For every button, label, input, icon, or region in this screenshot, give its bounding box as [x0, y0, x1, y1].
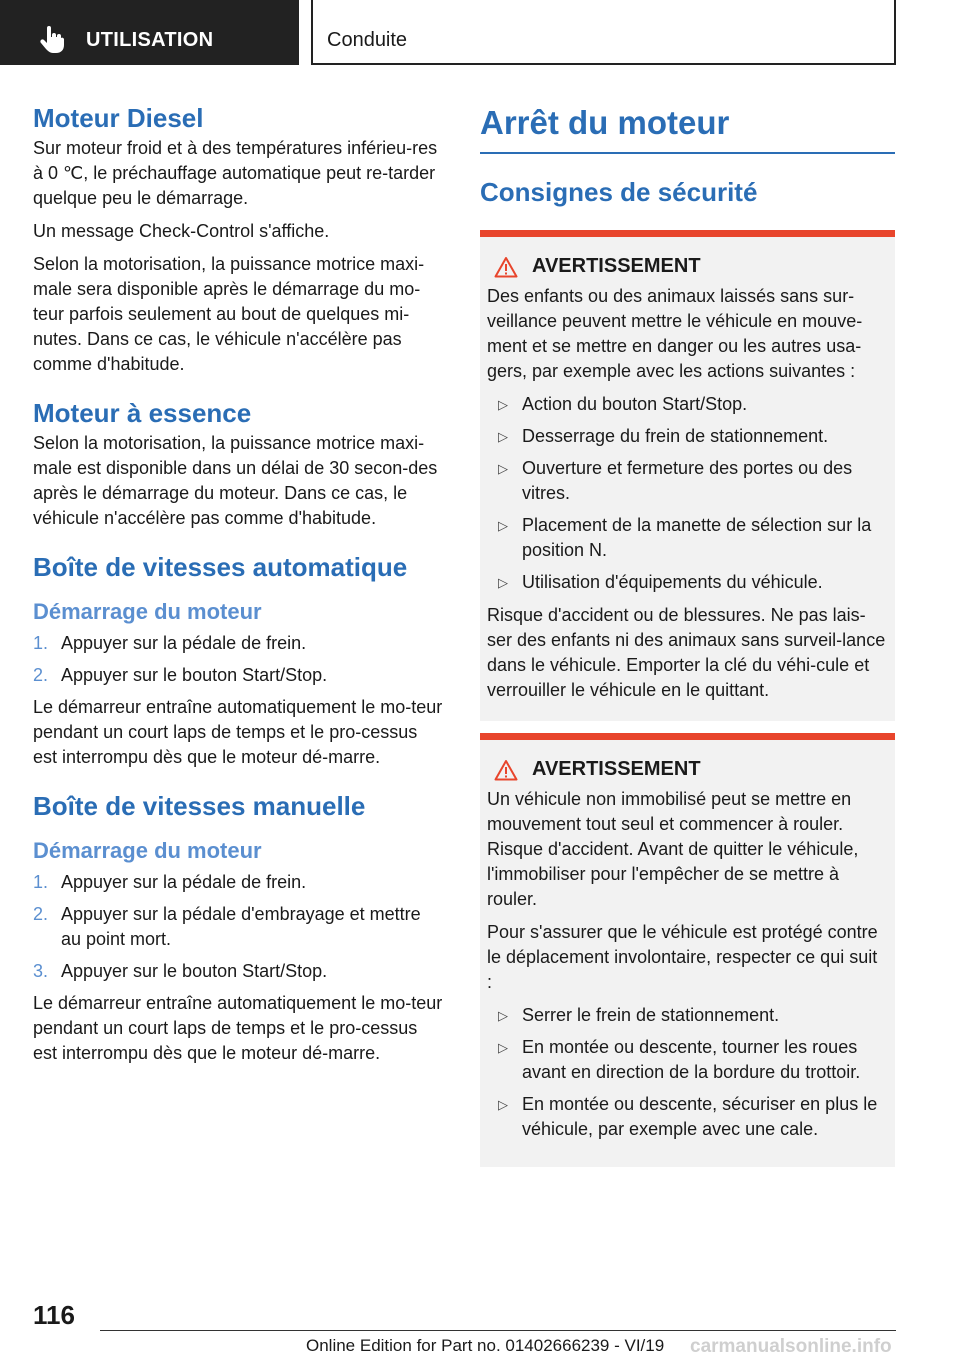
list-item: ▷ En montée ou descente, tourner les roues avant en direction de la bordure du trottoir.	[498, 1037, 861, 1082]
warning-list	[487, 392, 887, 595]
triangle-bullet-icon: ▷	[498, 461, 508, 476]
list-item: 2. Appuyer sur la pédale d'embrayage et mettre au point mort.	[33, 904, 421, 949]
paragraph: Selon la motorisation, la puissance motrice maxi-male sera disponible après le démarrage du mo-teur parfois seulement au bout de quelques mi-nutes. Dans ce cas, le véhicule n'accélère pas comme d'habitude.	[33, 254, 425, 374]
watermark: carmanualsonline.info	[690, 1336, 892, 1357]
heading-safety: Consignes de sécurité	[480, 177, 758, 207]
paragraph: Le démarreur entraîne automatiquement le mo-teur pendant un court laps de temps et le pro-cessus est interrompu dès que le moteur dé-marre.	[33, 697, 443, 767]
section-header	[311, 0, 896, 65]
subheading-start: Démarrage du moteur	[33, 838, 262, 863]
paragraph: Un véhicule non immobilisé peut se mettre en mouvement tout seul et commencer à rouler. Risque d'accident. Avant de quitter le véhicule, l'immobiliser pour l'empêcher de se mettre à rouler.	[487, 789, 859, 909]
warning-list	[487, 1003, 887, 1142]
section-label: Conduite	[327, 29, 408, 51]
heading-auto-gearbox: Boîte de vitesses automatique	[33, 552, 408, 582]
heading-engine-stop: Arrêt du moteur	[480, 102, 895, 154]
list-item: ▷ Ouverture et fermeture des portes ou des vitres.	[498, 458, 853, 503]
page-number: 116	[33, 1300, 75, 1330]
triangle-bullet-icon: ▷	[498, 397, 508, 412]
paragraph: Des enfants ou des animaux laissés sans sur-veillance peuvent mettre le véhicule en mouve-ment et se mettre en danger ou les autres usa-gers, par exemple avec les actions suivantes :	[487, 286, 863, 381]
list-item: ▷ En montée ou descente, sécuriser en plus le véhicule, par exemple avec une cale.	[498, 1094, 878, 1139]
list-item: 1. Appuyer sur la pédale de frein.	[33, 633, 307, 653]
list-item: ▷ Action du bouton Start/Stop.	[487, 392, 887, 417]
list-item: 3. Appuyer sur le bouton Start/Stop.	[33, 961, 328, 981]
left-column	[33, 102, 445, 1066]
triangle-bullet-icon: ▷	[498, 1008, 508, 1023]
subheading-start: Démarrage du moteur	[33, 599, 262, 624]
manual-steps	[33, 870, 445, 984]
warning-title: AVERTISSEMENT	[487, 758, 887, 781]
paragraph: Pour s'assurer que le véhicule est protégé contre le déplacement involontaire, respecter ce qui suit :	[487, 922, 878, 992]
triangle-bullet-icon: ▷	[498, 575, 508, 590]
list-item: ▷ Serrer le frein de stationnement.	[487, 1003, 887, 1028]
chapter-tab	[0, 0, 299, 65]
right-column	[480, 102, 895, 1167]
warning-triangle-icon	[494, 256, 518, 278]
triangle-bullet-icon: ▷	[498, 518, 508, 533]
warning-box	[480, 230, 895, 721]
heading-manual-gearbox: Boîte de vitesses manuelle	[33, 791, 366, 821]
warning-box	[480, 733, 895, 1167]
list-item: ▷ Desserrage du frein de stationnement.	[487, 424, 887, 449]
hand-pointer-icon	[38, 26, 66, 54]
triangle-bullet-icon: ▷	[498, 429, 508, 444]
list-item: ▷ Placement de la manette de sélection sur la position N.	[498, 515, 872, 560]
warning-triangle-icon	[494, 759, 518, 781]
footer-divider	[100, 1330, 896, 1331]
heading-diesel: Moteur Diesel	[33, 103, 204, 133]
list-item: 1. Appuyer sur la pédale de frein.	[33, 872, 307, 892]
chapter-label: UTILISATION	[86, 29, 214, 51]
paragraph: Selon la motorisation, la puissance motrice maxi-male est disponible dans un délai de 30 secon-des après le démarrage du moteur. Dans ce cas, le véhicule n'accélère pas comme d'habitude.	[33, 433, 438, 528]
auto-steps	[33, 631, 445, 688]
heading-essence: Moteur à essence	[33, 398, 252, 428]
paragraph: Le démarreur entraîne automatiquement le mo-teur pendant un court laps de temps et le pro-cessus est interrompu dès que le moteur dé-marre.	[33, 993, 443, 1063]
edition-note: Online Edition for Part no. 01402666239 - VI/19	[306, 1336, 665, 1355]
triangle-bullet-icon: ▷	[498, 1040, 508, 1055]
paragraph: Sur moteur froid et à des températures inférieu-res à 0 ℃, le préchauffage automatique peut re-tarder quelque peu le démarrage.	[33, 138, 438, 208]
paragraph: Risque d'accident ou de blessures. Ne pas lais-ser des enfants ni des animaux sans surveil-lance dans le véhicule. Emporter la clé du véhi-cule et verrouiller le véhicule en le quittant.	[487, 605, 886, 700]
triangle-bullet-icon: ▷	[498, 1097, 508, 1112]
warning-title: AVERTISSEMENT	[487, 255, 887, 278]
list-item: ▷ Utilisation d'équipements du véhicule.	[487, 570, 887, 595]
paragraph: Un message Check-Control s'affiche.	[33, 221, 330, 241]
list-item: 2. Appuyer sur le bouton Start/Stop.	[33, 665, 328, 685]
